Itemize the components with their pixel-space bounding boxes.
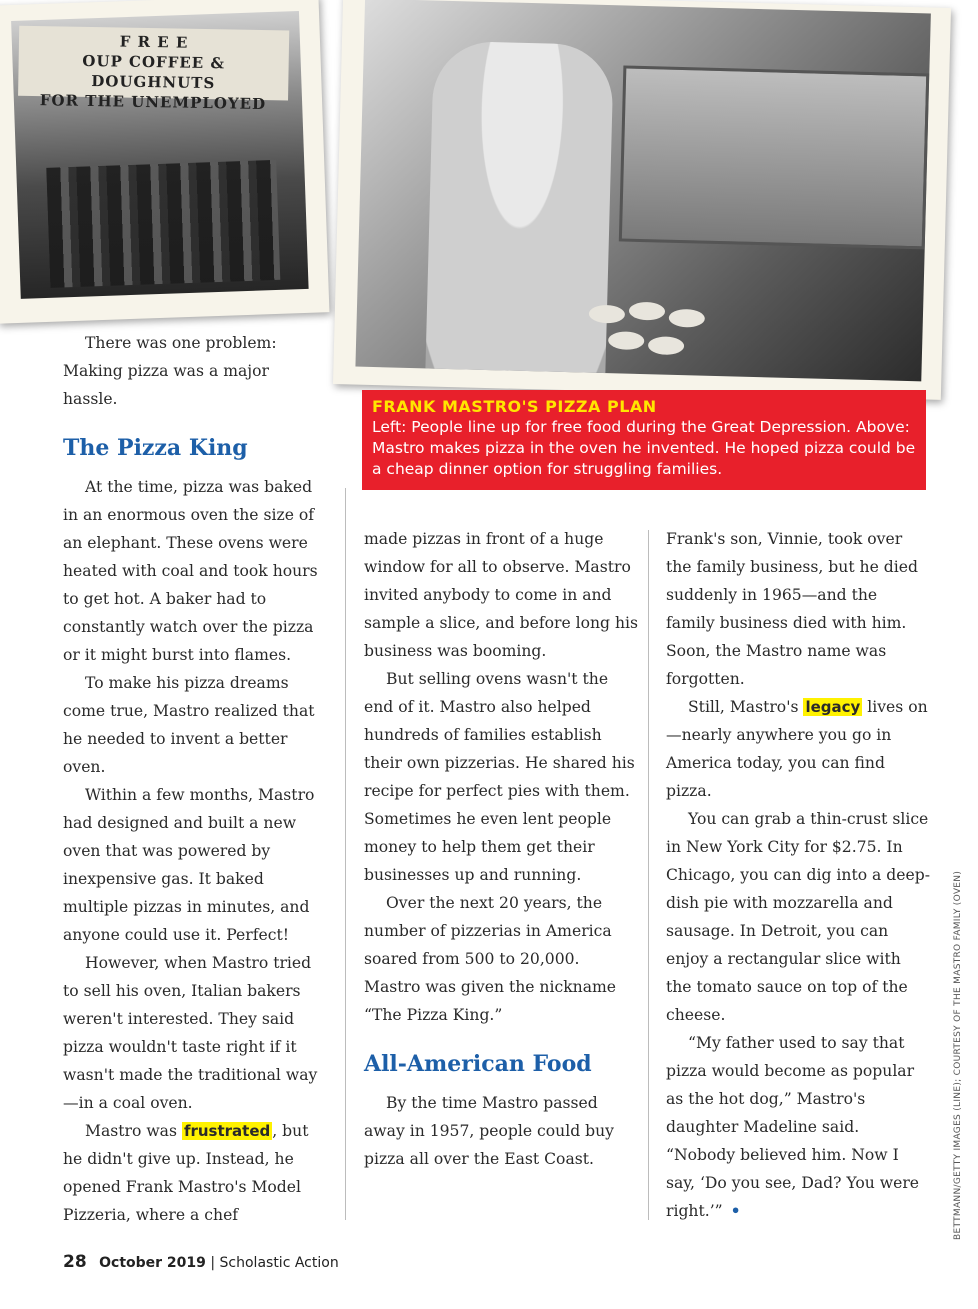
magazine-name: Scholastic Action [219, 1255, 339, 1271]
paragraph: At the time, pizza was baked in an enormous oven the size of an elephant. These ovens were heated with coal and took hours to get hot. A baker had to constantly watch over the pizza or it might burst into flames. [63, 478, 318, 664]
paragraph: There was one problem: Making pizza was a major hassle. [63, 334, 277, 408]
photo-mastro-oven-image [355, 0, 930, 381]
photo-baker [425, 41, 614, 376]
caption-title: FRANK MASTRO'S PIZZA PLAN [372, 397, 657, 416]
paragraph [63, 1117, 325, 1229]
photo-credit: BETTMANN/GETTY IMAGES (LINE); COURTESY OF THE MASTRO FAMILY (OVEN) [953, 870, 963, 1240]
text-run: Mastro was [85, 1122, 182, 1140]
photo-mastro-oven [333, 0, 951, 400]
vocab-highlight-frustrated[interactable]: frustrated [183, 1122, 271, 1140]
photo-dough [629, 302, 665, 321]
photo-caption [362, 390, 926, 490]
photo-dough [669, 309, 705, 328]
article-column-3 [666, 525, 930, 1225]
text-run: , but he didn't give up. Instead, he opened Frank Mastro's Model Pizzeria, where a chef [63, 1122, 309, 1224]
page-number: 28 [63, 1252, 87, 1272]
section-heading-pizza-king: The Pizza King [63, 435, 248, 461]
banner-line-2: OUP COFFEE & DOUGHNUTS [82, 51, 226, 93]
photo-oven [619, 65, 930, 249]
photo-crowd [46, 160, 280, 288]
footer-separator: | [210, 1255, 216, 1271]
paragraph: Frank's son, Vinnie, took over the family business, but he died suddenly in 1965—and the family business died with him. Soon, the Mastro name was forgotten. [666, 530, 918, 688]
photo-soup-kitchen-line [0, 0, 329, 324]
paragraph: Over the next 20 years, the number of pizzerias in America soared from 500 to 20,000. Mastro was given the nickname “The Pizza King.” [364, 894, 617, 1024]
paragraph: By the time Mastro passed away in 1957, people could buy pizza all over the East Coast. [364, 1094, 614, 1168]
photo-dough [608, 331, 644, 350]
banner-line-3: FOR THE UNEMPLOYED [39, 91, 267, 114]
paragraph [666, 693, 930, 805]
issue-date: October 2019 [99, 1255, 206, 1271]
caption-text: Left: People line up for free food during the Great Depression. Above: Mastro makes pizza in the oven he invented. He hoped pizza could be a cheap dinner option for struggling families. [372, 418, 916, 478]
article-column-2 [364, 525, 640, 1173]
photo-soup-kitchen-image [11, 11, 309, 299]
page-footer [63, 1252, 339, 1272]
end-mark-icon: • [730, 1201, 741, 1220]
paragraph: made pizzas in front of a huge window for all to observe. Mastro invited anybody to come in and sample a slice, and before long his business was booming. [364, 530, 639, 660]
paragraph: You can grab a thin-crust slice in New York City for $2.75. In Chicago, you can dig into a deep-dish pie with mozzarella and sausage. In Detroit, you can enjoy a rectangular slice with the tomato sauce on top of the cheese. [666, 810, 930, 1024]
paragraph: Within a few months, Mastro had designed and built a new oven that was powered by inexpensive gas. It baked multiple pizzas in minutes, and anyone could use it. Perfect! [63, 786, 315, 944]
text-run: “My father used to say that pizza would become as popular as the hot dog,” Mastro's daughter Madeline said. “Nobody believed him. Now I say, ‘Do you see, Dad? You were right.’” [666, 1034, 920, 1220]
column-divider [648, 530, 649, 1220]
banner-line-1: F R E E [119, 32, 189, 52]
photo-banner-sign [18, 26, 289, 114]
text-run: Still, Mastro's [688, 698, 804, 716]
column-divider [345, 488, 346, 1220]
paragraph: But selling ovens wasn't the end of it. Mastro also helped hundreds of families establish their own pizzerias. He shared his recipe for perfect pies with them. Sometimes he even lent people money to help them get their businesses up and running. [364, 670, 635, 884]
article-column-1 [63, 329, 325, 1229]
photo-dough [648, 336, 684, 355]
section-heading-all-american-food: All-American Food [364, 1051, 592, 1077]
vocab-highlight-legacy[interactable]: legacy [805, 698, 861, 716]
text-run: lives on—nearly anywhere you go in America today, you can find pizza. [666, 698, 928, 800]
paragraph: To make his pizza dreams come true, Mastro realized that he needed to invent a better oven. [63, 674, 315, 776]
paragraph [666, 1029, 930, 1225]
paragraph: However, when Mastro tried to sell his oven, Italian bakers weren't interested. They said pizza wouldn't taste right if it wasn't made the traditional way—in a coal oven. [63, 954, 318, 1112]
